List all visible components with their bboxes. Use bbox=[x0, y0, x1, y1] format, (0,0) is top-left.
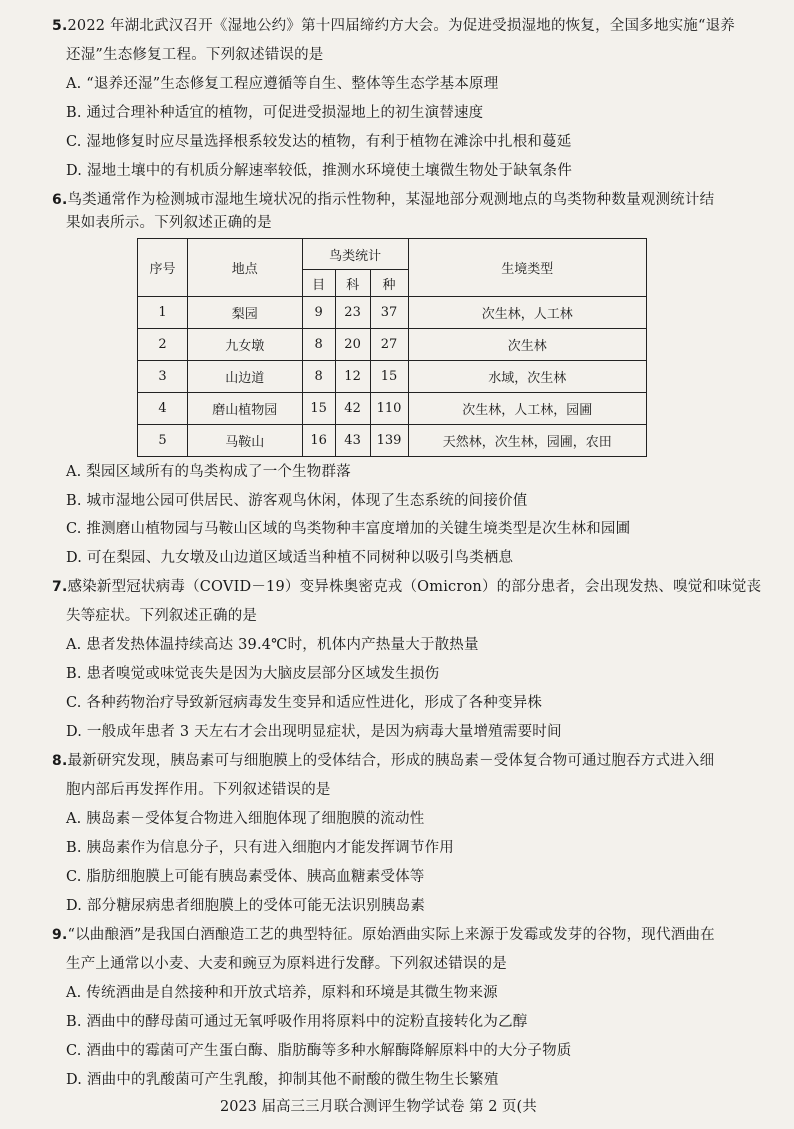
cell-family: 43 bbox=[335, 425, 370, 457]
q6-stem-text-1: 鸟类通常作为检测城市湿地生境状况的指示性物种，某湿地部分观测地点的鸟类物种数量观测统计结 bbox=[67, 192, 715, 208]
q8-option-a: A. 胰岛素－受体复合物进入细胞体现了细胞膜的流动性 bbox=[66, 811, 425, 827]
q8-stem-line-1 bbox=[52, 749, 714, 770]
q8-option-b: B. 胰岛素作为信息分子，只有进入细胞内才能发挥调节作用 bbox=[66, 840, 454, 856]
cell-order: 8 bbox=[302, 361, 335, 393]
q6-option-d: D. 可在梨园、九女墩及山边道区域适当种植不同树种以吸引鸟类栖息 bbox=[66, 550, 514, 566]
header-bird-stat: 鸟类统计 bbox=[302, 239, 408, 270]
q5-option-d: D. 湿地土壤中的有机质分解速率较低，推测水环境使土壤微生物处于缺氧条件 bbox=[66, 163, 573, 179]
q7-option-d: D. 一般成年患者 3 天左右才会出现明显症状，是因为病毒大量增殖需要时间 bbox=[66, 724, 562, 740]
table-row bbox=[138, 329, 647, 361]
q6-stem-line-1 bbox=[52, 188, 714, 209]
header-site: 地点 bbox=[187, 239, 302, 297]
q7-stem-text-1: 感染新型冠状病毒（COVID－19）变异株奥密克戎（Omicron）的部分患者，会出现发热、嗅觉和味觉丧 bbox=[67, 579, 762, 595]
q5-number: 5. bbox=[52, 18, 68, 34]
q7-number: 7. bbox=[52, 579, 68, 595]
cell-habitat: 次生林 bbox=[408, 329, 646, 361]
q9-stem-line-1 bbox=[52, 923, 715, 944]
cell-no: 1 bbox=[138, 297, 188, 329]
cell-order: 8 bbox=[302, 329, 335, 361]
cell-site: 九女墩 bbox=[187, 329, 302, 361]
q6-number: 6. bbox=[52, 192, 68, 208]
q7-stem-line-2: 失等症状。下列叙述正确的是 bbox=[66, 608, 258, 624]
table-header-row-1 bbox=[138, 239, 647, 270]
table-row bbox=[138, 393, 647, 425]
cell-no: 5 bbox=[138, 425, 188, 457]
cell-family: 12 bbox=[335, 361, 370, 393]
cell-site: 马鞍山 bbox=[187, 425, 302, 457]
header-species: 种 bbox=[370, 270, 408, 297]
q7-option-a: A. 患者发热体温持续高达 39.4℃时，机体内产热量大于散热量 bbox=[66, 637, 479, 653]
cell-no: 2 bbox=[138, 329, 188, 361]
table-row bbox=[138, 425, 647, 457]
header-habitat: 生境类型 bbox=[408, 239, 646, 297]
q6-stem-line-2: 果如表所示。下列叙述正确的是 bbox=[66, 215, 272, 231]
q8-number: 8. bbox=[52, 753, 68, 769]
q9-option-d: D. 酒曲中的乳酸菌可产生乳酸，抑制其他不耐酸的微生物生长繁殖 bbox=[66, 1072, 499, 1088]
cell-order: 9 bbox=[302, 297, 335, 329]
q5-option-c: C. 湿地修复时应尽量选择根系较发达的植物，有利于植物在滩涂中扎根和蔓延 bbox=[66, 134, 572, 150]
q5-stem-line-2: 还湿”生态修复工程。下列叙述错误的是 bbox=[66, 47, 324, 63]
q9-option-b: B. 酒曲中的酵母菌可通过无氧呼吸作用将原料中的淀粉直接转化为乙醇 bbox=[66, 1014, 528, 1030]
q5-option-b: B. 通过合理补种适宜的植物，可促进受损湿地上的初生演替速度 bbox=[66, 105, 484, 121]
q8-option-c: C. 脂肪细胞膜上可能有胰岛素受体、胰高血糖素受体等 bbox=[66, 869, 425, 885]
cell-habitat: 次生林，人工林，园圃 bbox=[408, 393, 646, 425]
cell-no: 3 bbox=[138, 361, 188, 393]
header-family: 科 bbox=[335, 270, 370, 297]
cell-order: 16 bbox=[302, 425, 335, 457]
table-row bbox=[138, 361, 647, 393]
q9-number: 9. bbox=[52, 927, 68, 943]
cell-habitat: 天然林，次生林，园圃，农田 bbox=[408, 425, 646, 457]
cell-species: 27 bbox=[370, 329, 408, 361]
page-footer: 2023 届高三三月联合测评生物学试卷 第 2 页(共 bbox=[220, 1099, 537, 1115]
cell-site: 梨园 bbox=[187, 297, 302, 329]
q9-option-a: A. 传统酒曲是自然接种和开放式培养，原料和环境是其微生物来源 bbox=[66, 985, 498, 1001]
cell-species: 15 bbox=[370, 361, 408, 393]
q5-stem-line-1 bbox=[52, 14, 735, 35]
q9-stem-line-2: 生产上通常以小麦、大麦和豌豆为原料进行发酵。下列叙述错误的是 bbox=[66, 956, 507, 972]
cell-order: 15 bbox=[302, 393, 335, 425]
q8-stem-line-2: 胞内部后再发挥作用。下列叙述错误的是 bbox=[66, 782, 331, 798]
cell-family: 23 bbox=[335, 297, 370, 329]
q7-stem-line-1 bbox=[52, 575, 761, 596]
q8-option-d: D. 部分糖尿病患者细胞膜上的受体可能无法识别胰岛素 bbox=[66, 898, 426, 914]
q9-option-c: C. 酒曲中的霉菌可产生蛋白酶、脂肪酶等多种水解酶降解原料中的大分子物质 bbox=[66, 1043, 572, 1059]
header-no: 序号 bbox=[138, 239, 188, 297]
q6-option-a: A. 梨园区域所有的鸟类构成了一个生物群落 bbox=[66, 464, 351, 480]
cell-family: 42 bbox=[335, 393, 370, 425]
q7-option-c: C. 各种药物治疗导致新冠病毒发生变异和适应性进化，形成了各种变异株 bbox=[66, 695, 543, 711]
header-order: 目 bbox=[302, 270, 335, 297]
cell-species: 37 bbox=[370, 297, 408, 329]
q5-stem-text-1: 2022 年湖北武汉召开《湿地公约》第十四届缔约方大会。为促进受损湿地的恢复，全国多地实施“退养 bbox=[67, 18, 735, 34]
q8-stem-text-1: 最新研究发现，胰岛素可与细胞膜上的受体结合，形成的胰岛素－受体复合物可通过胞吞方式进入细 bbox=[67, 753, 715, 769]
cell-habitat: 水域，次生林 bbox=[408, 361, 646, 393]
q6-option-c: C. 推测磨山植物园与马鞍山区域的鸟类物种丰富度增加的关键生境类型是次生林和园圃 bbox=[66, 521, 631, 537]
cell-family: 20 bbox=[335, 329, 370, 361]
cell-habitat: 次生林，人工林 bbox=[408, 297, 646, 329]
q6-option-b: B. 城市湿地公园可供居民、游客观鸟休闲，体现了生态系统的间接价值 bbox=[66, 493, 528, 509]
cell-species: 139 bbox=[370, 425, 408, 457]
table-row bbox=[138, 297, 647, 329]
q7-option-b: B. 患者嗅觉或味觉丧失是因为大脑皮层部分区域发生损伤 bbox=[66, 666, 440, 682]
cell-species: 110 bbox=[370, 393, 408, 425]
bird-survey-table bbox=[137, 238, 647, 457]
cell-site: 磨山植物园 bbox=[187, 393, 302, 425]
cell-no: 4 bbox=[138, 393, 188, 425]
q5-option-a: A. “退养还湿”生态修复工程应遵循等自生、整体等生态学基本原理 bbox=[66, 76, 499, 92]
q9-stem-text-1: “以曲酿酒”是我国白酒酿造工艺的典型特征。原始酒曲实际上来源于发霉或发芽的谷物，现代酒曲在 bbox=[67, 927, 715, 943]
cell-site: 山边道 bbox=[187, 361, 302, 393]
